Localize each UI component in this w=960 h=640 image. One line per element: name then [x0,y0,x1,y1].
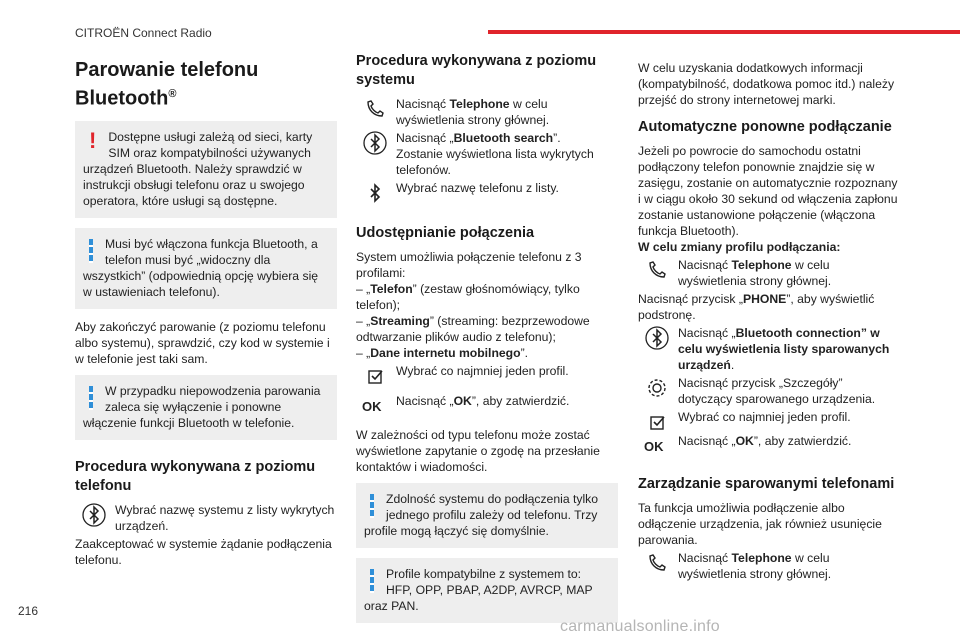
ok-icon: OK [644,439,664,454]
note-text: Zdolność systemu do podłączenia tylko jednego profilu zależy od telefonu. Trzy profile mogą łączyć się domyślnie. [364,492,599,538]
phone-icon [644,550,670,576]
info-note [356,558,618,623]
section-heading: Automatyczne ponowne podłączanie [638,119,892,135]
step [356,363,618,391]
paragraph: Zaakceptować w systemie żądanie podłączenia telefonu. [75,536,332,567]
list-item: – „Dane internetu mobilnego”. [356,346,529,360]
running-header: CITROËN Connect Radio [75,26,212,40]
paragraph: W celu zmiany profilu podłączania: [638,240,841,254]
step [638,375,900,407]
step: OK Nacisnąć „OK”, aby zatwierdzić. [356,393,618,421]
phone-icon [362,96,388,122]
bluetooth-icon [362,130,388,156]
step-text: Wybrać co najmniej jeden profil. [678,410,851,424]
bluetooth-icon [362,180,388,206]
step-text: Wybrać nazwę systemu z listy wykrytych urządzeń. [115,502,335,533]
section-heading: Zarządzanie sparowanymi telefonami [638,476,895,492]
step [356,180,618,208]
step: Nacisnąć Telephone w celu wyświetlenia strony głównej. [356,96,618,128]
list-item: – „Streaming” (streaming: bezprzewodowe odtwarzanie plików audio z telefonu); [356,314,590,344]
info-note [75,375,337,440]
column-1 [75,52,337,568]
step-text: Wybrać nazwę telefonu z listy. [396,181,559,195]
header-accent-bar [488,30,960,34]
step: Nacisnąć Telephone w celu wyświetlenia strony głównej. [638,257,900,289]
note-text: Profile kompatybilne z systemem to: HFP, OPP, PBAP, A2DP, AVRCP, MAP oraz PAN. [364,567,593,613]
column-3 [638,52,900,584]
step-text: Wybrać co najmniej jeden profil. [396,364,569,378]
step: Nacisnąć „Bluetooth connection” w celu wyświetlenia listy sparowanych urządzeń. [638,325,900,373]
paragraph: Ta funkcja umożliwia podłączenie albo odłączenie urządzenia, jak również usunięcie parowania. [638,501,882,547]
warning-note [75,121,337,218]
step-text: Nacisnąć przycisk „Szczegóły” dotyczący sparowanego urządzenia. [678,376,876,406]
paragraph: Aby zakończyć parowanie (z poziomu telefonu albo systemu), sprawdzić, czy kod w systemie i w telefonie jest taki sam. [75,319,330,366]
step [75,502,337,534]
section-heading: Udostępnianie połączenia [356,225,535,241]
paragraph: W zależności od typu telefonu może zostać wyświetlone zapytanie o zgodę na przesłanie kontaktów i wiadomości. [356,428,600,474]
column-2 [356,52,618,633]
note-text: W przypadku niepowodzenia parowania zaleca się wyłączenie i ponowne włączenie funkcji Bluetooth w telefonie. [83,383,321,430]
note-text: Dostępne usługi zależą od sieci, karty SIM oraz kompatybilności używanych urządzeń Bluetooth. Należy sprawdzić w instrukcji obsługi telefonu oraz u swojego operatora, które usługi są dostępne. [83,129,313,208]
paragraph: System umożliwia połączenie telefonu z 3 profilami: [356,250,582,280]
paragraph: Nacisnąć przycisk „PHONE”, aby wyświetlić podstronę. [638,292,875,322]
checkbox-icon [362,363,388,389]
phone-icon [644,257,670,283]
step [638,409,900,431]
info-icon [89,239,93,263]
step: Nacisnąć „Bluetooth search”. Zostanie wyświetlona lista wykrytych telefonów. [356,130,618,178]
step: OK Nacisnąć „OK”, aby zatwierdzić. [638,433,900,461]
ok-icon: OK [362,399,382,414]
warning-icon: ! [89,127,97,153]
section-heading: Procedura wykonywana z poziomu telefonu [75,458,316,494]
bluetooth-icon [81,502,107,528]
checkbox-icon [644,409,670,435]
info-icon [89,386,93,410]
info-icon [370,569,374,593]
info-note [75,228,337,309]
paragraph: Jeżeli po powrocie do samochodu ostatni podłączony telefon ponownie znajdzie się w zasięgu, zostanie on automatycznie rozpoznany i w ciągu około 30 sekund od włączenia zapłonu zostanie ustanowione połączenie (włączona funkcja Bluetooth). [638,144,898,238]
page-title: Parowanie telefonu Bluetooth® [75,59,259,110]
paragraph: W celu uzyskania dodatkowych informacji (kompatybilność, dodatkowa pomoc itd.) należy przejść do strony internetowej marki. [638,61,895,107]
info-note [356,483,618,548]
gear-icon [644,375,670,401]
section-heading: Procedura wykonywana z poziomu systemu [356,53,597,88]
note-text: Musi być włączona funkcja Bluetooth, a telefon musi być „widoczny dla wszystkich” (odpowiednią opcję wybiera się w ustawieniach telefonu). [83,236,319,299]
step: Nacisnąć Telephone w celu wyświetlenia strony głównej. [638,550,900,582]
page-number: 216 [18,604,39,618]
list-item: – „Telefon” (zestaw głośnomówiący, tylko telefon); [356,282,580,312]
watermark: carmanualsonline.info [560,618,720,635]
bluetooth-icon [644,325,670,351]
info-icon [370,494,374,518]
